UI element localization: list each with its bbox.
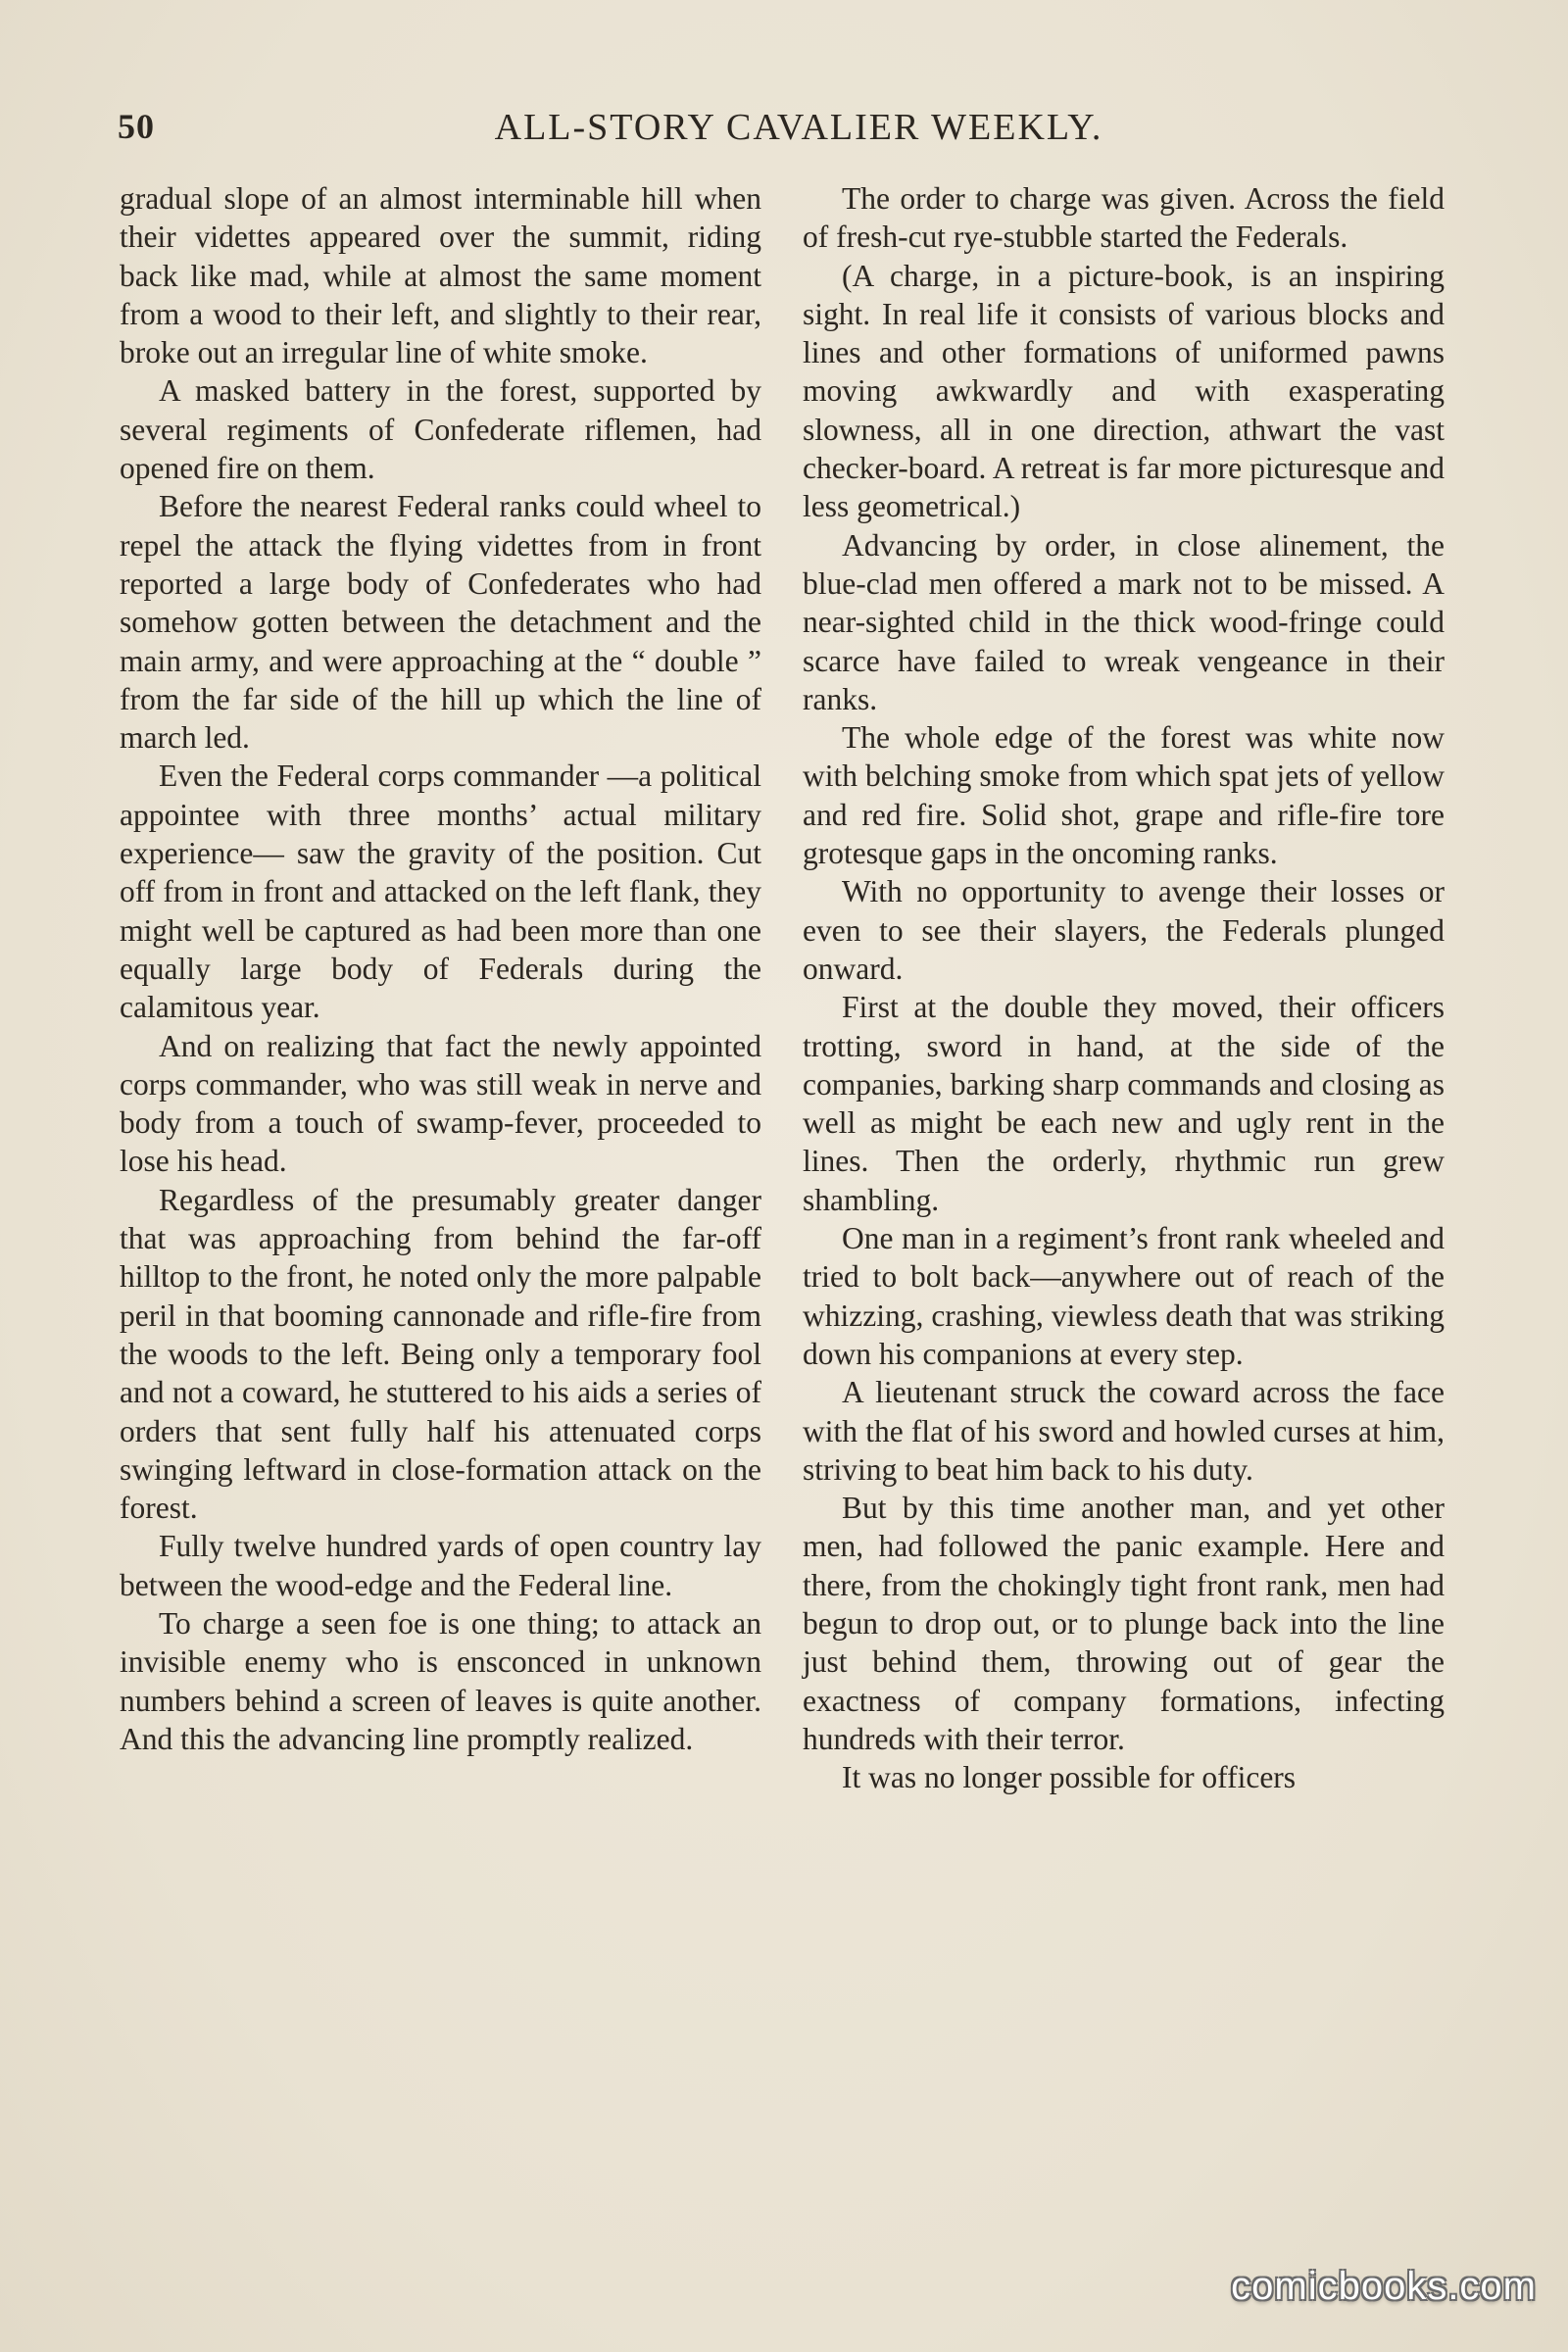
paragraph: One man in a regiment’s front rank wheeled and tried to bolt back—anywhere out of reach of the whizzing, crashing, viewless death that was striking down his companions at every step.: [803, 1221, 1445, 1371]
paragraph: The order to charge was given. Across the field of fresh-cut rye-stubble started the Federals.: [803, 181, 1445, 255]
left-column: [120, 179, 761, 1758]
paragraph: Fully twelve hundred yards of open country lay between the wood-edge and the Federal line.: [120, 1529, 761, 1602]
paragraph: Advancing by order, in close alinement, the blue-clad men offered a mark not to be missed. A near-sighted child in the thick wood-fringe could scarce have failed to wreak vengeance in their ranks.: [803, 527, 1445, 716]
paragraph: The whole edge of the forest was white now with belching smoke from which spat jets of yellow and red fire. Solid shot, grape and rifle-fire tore grotesque gaps in the oncoming ranks.: [803, 720, 1445, 871]
paragraph: A masked battery in the forest, supported by several regiments of Confederate riflemen, had opened fire on them.: [120, 373, 761, 486]
paragraph: gradual slope of an almost interminable hill when their videttes appeared over the summit, riding back like mad, while at almost the same moment from a wood to their left, and slightly to their rear, broke out an irregular line of white smoke.: [120, 181, 761, 370]
paragraph: To charge a seen foe is one thing; to attack an invisible enemy who is ensconced in unknown numbers behind a screen of leaves is quite another. And this the advancing line promptly realized.: [120, 1605, 761, 1756]
paragraph: With no opportunity to avenge their losses or even to see their slayers, the Federals plunged onward.: [803, 874, 1445, 986]
paragraph: First at the double they moved, their officers trotting, sword in hand, at the side of the companies, barking sharp commands and closing as well as might be each new and ugly rent in the lines. Then the orderly, rhythmic run grew shambling.: [803, 990, 1445, 1217]
paragraph: It was no longer possible for officers: [842, 1760, 1297, 1795]
running-title: ALL-STORY CAVALIER WEEKLY.: [494, 107, 1103, 148]
watermark-logo: comicbooks.com: [1231, 2265, 1537, 2308]
page-number: 50: [118, 107, 155, 146]
page-header: [118, 106, 1450, 165]
paragraph: Even the Federal corps commander —a political appointee with three months’ actual military experience— saw the gravity of the position. Cut off from in front and attacked on the left flank, they might well be captured as had been more than one equally large body of Federals during the calamitous year.: [120, 759, 761, 1025]
paragraph: Before the nearest Federal ranks could wheel to repel the attack the flying videttes from in front reported a large body of Confederates who had somehow gotten between the detachment and the main army, and were approaching at the “ double ” from the far side of the hill up which the line of march led.: [120, 489, 761, 756]
right-column: [803, 179, 1445, 1796]
paragraph: Regardless of the presumably greater danger that was approaching from behind the far-off hilltop to the front, he noted only the more palpable peril in that booming cannonade and rifle-fire from the woods to the left. Being only a temporary fool and not a coward, he stuttered to his aids a series of orders that sent fully half his attenuated corps swinging leftward in close-formation attack on the forest.: [120, 1182, 761, 1526]
paragraph: And on realizing that fact the newly appointed corps commander, who was still weak in nerve and body from a touch of swamp-fever, proceeded to lose his head.: [120, 1028, 761, 1179]
paragraph: A lieutenant struck the coward across the face with the flat of his sword and howled curses at him, striving to beat him back to his duty.: [803, 1375, 1445, 1487]
paragraph: But by this time another man, and yet other men, had followed the panic example. Here and there, from the chokingly tight front rank, men had begun to drop out, or to plunge back into the line just behind them, throwing out of gear the exactness of company formations, infecting hundreds with their terror.: [803, 1491, 1445, 1756]
paragraph: (A charge, in a picture-book, is an inspiring sight. In real life it consists of various blocks and lines and other formations of uniformed pawns moving awkwardly and with exasperating slowness, all in one direction, athwart the vast checker-board. A retreat is far more picturesque and less geometrical.): [803, 258, 1445, 524]
